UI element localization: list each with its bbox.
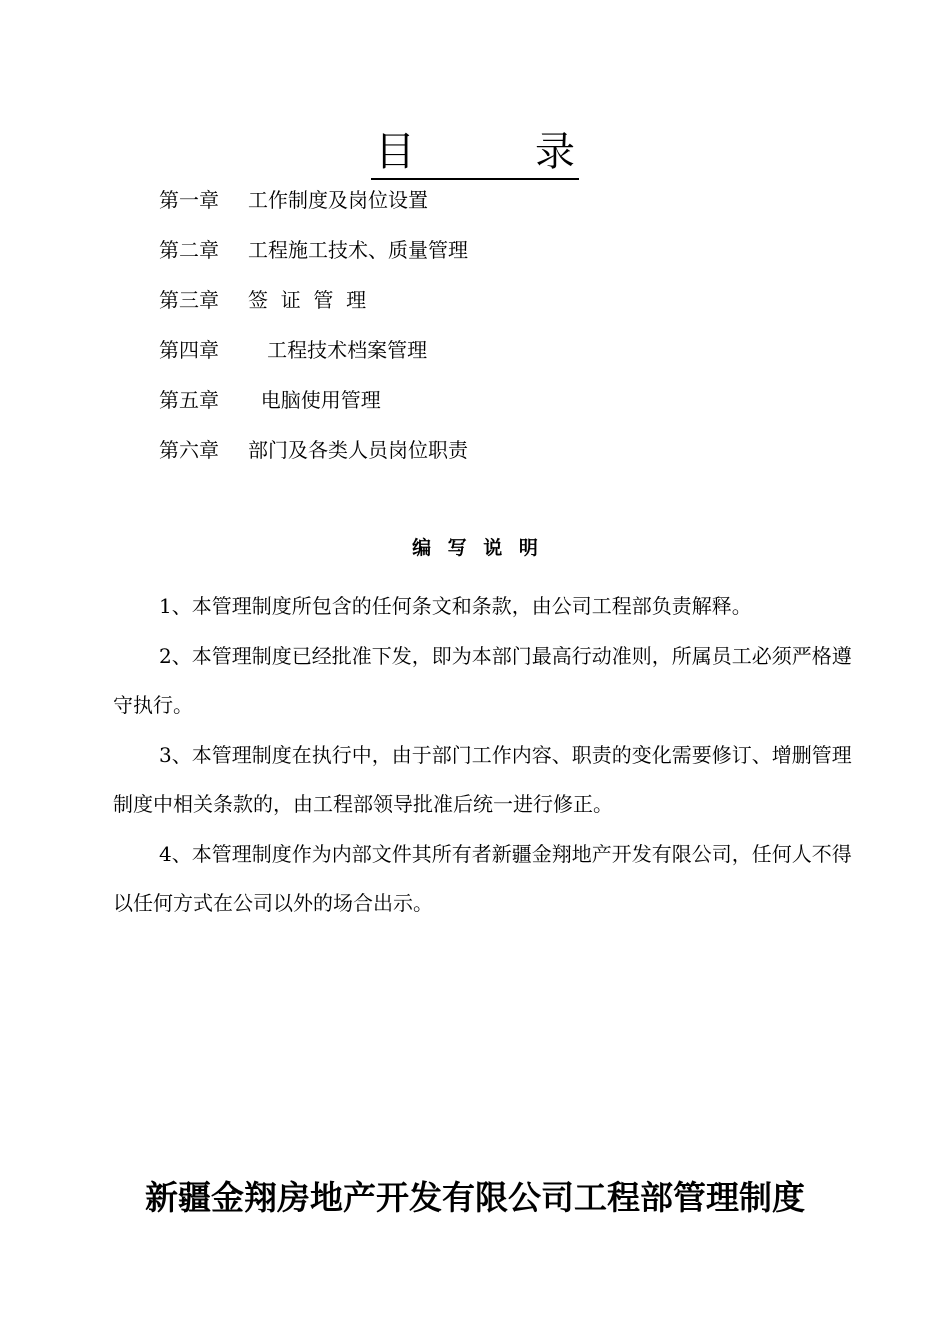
chapter-number: 第三章 — [159, 288, 219, 312]
chapter-number: 第二章 — [159, 238, 219, 262]
chapter-number: 第四章 — [159, 338, 219, 362]
chapter-title: 电脑使用管理 — [248, 388, 381, 412]
chapter-number: 第一章 — [159, 188, 219, 212]
toc-title-text: 目 录 — [371, 126, 579, 180]
chapter-title: 工作制度及岗位设置 — [248, 188, 428, 212]
chapter-title: 签 证 管 理 — [248, 288, 367, 312]
toc-item — [159, 334, 859, 384]
toc-item — [159, 234, 859, 284]
toc-item — [159, 434, 859, 484]
note-paragraph: 2、本管理制度已经批准下发，即为本部门最高行动准则，所属员工必须严格遵守执行。 — [113, 643, 852, 717]
toc-title — [0, 126, 950, 180]
note-paragraph: 1、本管理制度所包含的任何条文和条款，由公司工程部负责解释。 — [159, 594, 752, 618]
note-paragraph: 4、本管理制度作为内部文件其所有者新疆金翔地产开发有限公司，任何人不得以任何方式在公司以外的场合出示。 — [113, 841, 852, 915]
toc-item — [159, 384, 859, 434]
toc-list — [159, 184, 859, 484]
notes-title: 编 写 说 明 — [412, 537, 538, 559]
chapter-number: 第五章 — [159, 388, 219, 412]
notes-body — [113, 582, 853, 929]
toc-item — [159, 284, 859, 334]
chapter-title: 工程技术档案管理 — [248, 338, 428, 362]
toc-item — [159, 184, 859, 234]
note-paragraph: 3、本管理制度在执行中，由于部门工作内容、职责的变化需要修订、增删管理制度中相关条款的，由工程部领导批准后统一进行修正。 — [113, 742, 852, 816]
document-title: 新疆金翔房地产开发有限公司工程部管理制度 — [145, 1178, 805, 1217]
chapter-title: 部门及各类人员岗位职责 — [248, 438, 468, 462]
chapter-title: 工程施工技术、质量管理 — [248, 238, 468, 262]
chapter-number: 第六章 — [159, 438, 219, 462]
